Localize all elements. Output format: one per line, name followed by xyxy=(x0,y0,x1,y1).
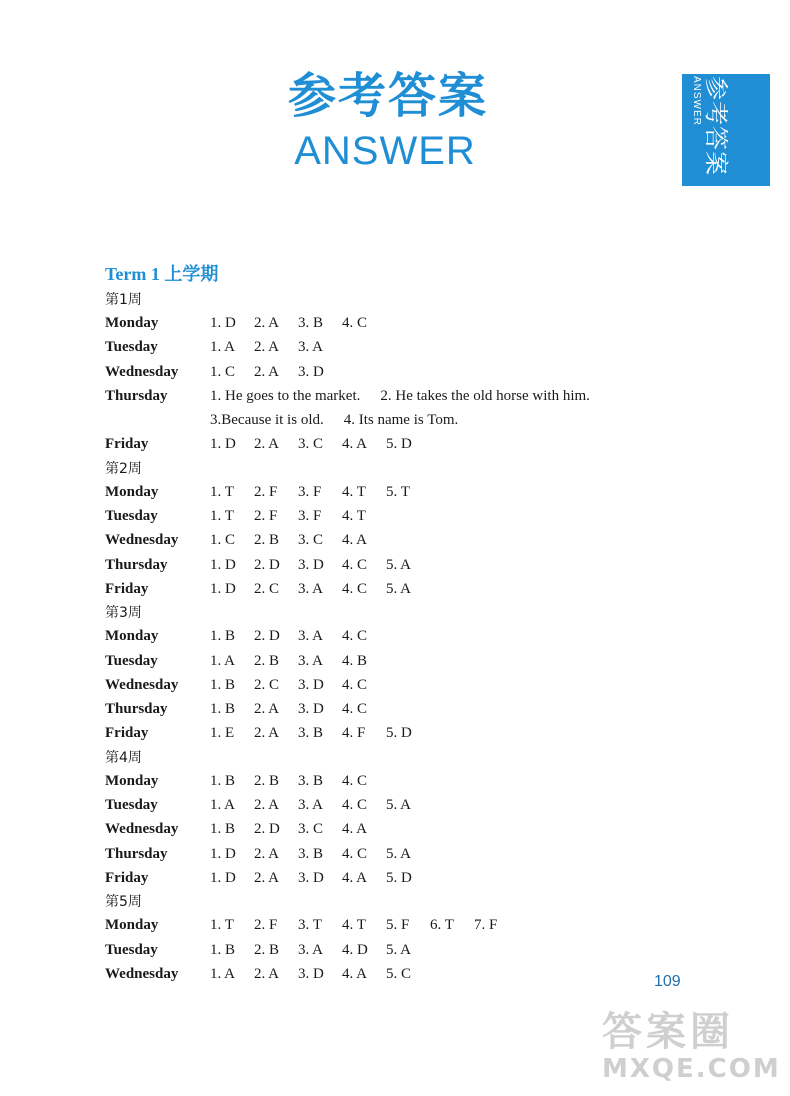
answer-row xyxy=(105,673,725,697)
answer-row xyxy=(105,384,725,408)
answer-item: 5. D xyxy=(386,725,412,742)
day-label: Monday xyxy=(105,772,159,789)
answer-item: 4. B xyxy=(342,652,368,669)
answer-item: 1. A xyxy=(210,965,236,982)
answer-item: 3. D xyxy=(298,965,324,982)
answer-item: 2. A xyxy=(254,725,280,742)
answer-item: 2. F xyxy=(254,483,278,500)
answer-item: 3. A xyxy=(298,652,324,669)
answer-row xyxy=(105,962,725,986)
answer-item: 5. A xyxy=(386,580,412,597)
answer-item: 2. B xyxy=(254,652,280,669)
answer-row xyxy=(105,649,725,673)
answer-item: 7. F xyxy=(474,917,498,934)
answer-item: 4. C xyxy=(342,772,368,789)
day-label: Friday xyxy=(105,869,149,886)
answer-item: 2. B xyxy=(254,532,280,549)
answer-item: 1. D xyxy=(210,315,236,331)
week-heading: 第2周 xyxy=(105,460,142,477)
answer-item: 1. A xyxy=(210,339,236,356)
answer-row xyxy=(105,408,725,432)
answer-item: 5. T xyxy=(386,483,410,500)
answer-item: 3. D xyxy=(298,701,324,718)
answer-item: 2. D xyxy=(254,628,280,645)
answer-row xyxy=(105,504,725,528)
answer-item: 4. A xyxy=(342,869,368,886)
answer-item: 2. F xyxy=(254,917,278,934)
answer-item: 5. A xyxy=(386,797,412,814)
answer-item: 3. C xyxy=(298,821,324,838)
answer-row xyxy=(105,793,725,817)
day-label: Friday xyxy=(105,580,149,597)
day-label: Thursday xyxy=(105,701,168,718)
answer-row xyxy=(105,769,725,793)
answer-item: 1. D xyxy=(210,556,236,573)
answer-item: 3. C xyxy=(298,532,324,549)
answer-row xyxy=(105,938,725,962)
answer-item: 6. T xyxy=(430,917,454,934)
answer-item: 1. B xyxy=(210,941,236,958)
watermark-chinese: 答案圈 xyxy=(602,1009,734,1055)
answer-item: 4. A xyxy=(342,965,368,982)
answer-row xyxy=(105,480,725,504)
answer-item: 1. B xyxy=(210,701,236,718)
answer-item: 4. D xyxy=(342,941,368,958)
day-label: Thursday xyxy=(105,387,168,404)
week-heading: 第5周 xyxy=(105,894,142,911)
answer-item: 3. T xyxy=(298,917,322,934)
answer-item: 2. C xyxy=(254,676,280,693)
answer-item: 2. A xyxy=(254,701,280,718)
answer-item: 1. B xyxy=(210,676,236,693)
answer-item: 4. C xyxy=(342,315,368,331)
answer-item: 3. D xyxy=(298,676,324,693)
page-title-english: ANSWER xyxy=(294,129,476,173)
answer-item: 2. F xyxy=(254,508,278,525)
answer-item: 3. A xyxy=(298,339,324,356)
answer-item: 1. T xyxy=(210,508,234,525)
answer-item: 3. A xyxy=(298,580,324,597)
answer-item: 4. C xyxy=(342,676,368,693)
answer-row xyxy=(105,817,725,841)
day-label: Wednesday xyxy=(105,532,179,549)
day-label: Wednesday xyxy=(105,821,179,838)
day-label: Thursday xyxy=(105,845,168,862)
side-tab-label xyxy=(680,76,730,180)
term-heading: Term 1 上学期 xyxy=(105,264,219,284)
answer-item: 2. A xyxy=(254,845,280,862)
answer-item: 3. D xyxy=(298,869,324,886)
answer-item: 1. E xyxy=(210,725,235,742)
day-label: Monday xyxy=(105,315,159,331)
answer-item: 1. D xyxy=(210,845,236,862)
answer-item: 5. C xyxy=(386,965,412,982)
answer-item: 3. A xyxy=(298,628,324,645)
answer-item: 4. T xyxy=(342,483,366,500)
answer-item: 3. F xyxy=(298,483,322,500)
answer-item: 4. C xyxy=(342,701,368,718)
day-label: Friday xyxy=(105,725,149,742)
answer-row xyxy=(105,311,725,335)
answer-row xyxy=(105,432,725,456)
day-label: Wednesday xyxy=(105,363,179,380)
watermark-english: MXQE.COM xyxy=(602,1054,781,1084)
answer-item: 2. A xyxy=(254,436,280,453)
answer-item: 3. F xyxy=(298,508,322,525)
watermark xyxy=(602,1010,781,1084)
answer-item: 5. D xyxy=(386,869,412,886)
answer-item: 4. A xyxy=(342,821,368,838)
answer-item: 2. A xyxy=(254,965,280,982)
answer-item: 1. C xyxy=(210,532,236,549)
answer-item: 3. B xyxy=(298,845,324,862)
day-label: Tuesday xyxy=(105,941,158,958)
answer-item: 3. D xyxy=(298,556,324,573)
week-heading: 第3周 xyxy=(105,605,142,622)
answer-item: 2. A xyxy=(254,869,280,886)
answer-row xyxy=(105,913,725,937)
page-number: 109 xyxy=(654,973,681,990)
answer-item: 1. B xyxy=(210,772,236,789)
answer-item: 3. B xyxy=(298,315,324,331)
side-tab-english: ANSWER xyxy=(691,76,702,126)
day-label: Monday xyxy=(105,483,159,500)
answer-item: 1. A xyxy=(210,797,236,814)
answer-item: 4. C xyxy=(342,628,368,645)
answer-item: 1. C xyxy=(210,363,236,380)
answer-item: 2. A xyxy=(254,339,280,356)
answer-item: 1. D xyxy=(210,436,236,453)
answer-item: 1. A xyxy=(210,652,236,669)
answer-row xyxy=(105,624,725,648)
side-tab xyxy=(682,74,770,186)
answer-item: 1. D xyxy=(210,869,236,886)
answer-item: 3. A xyxy=(298,797,324,814)
answer-item: 4. C xyxy=(342,556,368,573)
answer-item: 4. Its name is Tom. xyxy=(343,412,459,429)
answer-item: 2. B xyxy=(254,772,280,789)
answer-item: 2. B xyxy=(254,941,280,958)
day-label: Tuesday xyxy=(105,339,158,356)
answer-row xyxy=(105,721,725,745)
answer-item: 1. B xyxy=(210,628,236,645)
answer-item: 4. C xyxy=(342,580,368,597)
answer-item: 1. T xyxy=(210,483,234,500)
answer-item: 3. D xyxy=(298,363,324,380)
day-label: Tuesday xyxy=(105,508,158,525)
answer-item: 3. A xyxy=(298,941,324,958)
answer-item: 4. C xyxy=(342,797,368,814)
week-heading: 第4周 xyxy=(105,749,142,766)
answer-item: 1. T xyxy=(210,917,234,934)
answer-item: 4. T xyxy=(342,508,366,525)
answer-list xyxy=(105,288,725,986)
answer-item: 3. C xyxy=(298,436,324,453)
answer-row xyxy=(105,360,725,384)
answer-item: 4. T xyxy=(342,917,366,934)
answer-item: 5. A xyxy=(386,845,412,862)
answer-row xyxy=(105,528,725,552)
week-heading: 第1周 xyxy=(105,292,142,308)
day-label: Thursday xyxy=(105,556,168,573)
day-label: Monday xyxy=(105,628,159,645)
day-label: Wednesday xyxy=(105,676,179,693)
day-label: Tuesday xyxy=(105,797,158,814)
answer-item: 4. A xyxy=(342,532,368,549)
answer-item: 4. A xyxy=(342,436,368,453)
answer-item: 5. A xyxy=(386,941,412,958)
answer-item: 5. F xyxy=(386,917,410,934)
day-label: Friday xyxy=(105,436,149,453)
day-label: Tuesday xyxy=(105,652,158,669)
answer-item: 4. F xyxy=(342,725,366,742)
answer-item: 2. A xyxy=(254,315,280,331)
answer-item: 2. D xyxy=(254,821,280,838)
answer-item: 3.Because it is old. xyxy=(210,412,324,429)
answer-item: 5. D xyxy=(386,436,412,453)
answer-item: 2. C xyxy=(254,580,280,597)
answer-item: 1. He goes to the market. xyxy=(210,387,361,404)
answer-item: 1. D xyxy=(210,580,236,597)
answer-row xyxy=(105,697,725,721)
answer-row xyxy=(105,577,725,601)
answer-row xyxy=(105,866,725,890)
answer-item: 5. A xyxy=(386,556,412,573)
side-tab-chinese: 参考答案 xyxy=(702,76,730,176)
answer-item: 2. A xyxy=(254,363,280,380)
answer-item: 2. A xyxy=(254,797,280,814)
answer-row xyxy=(105,335,725,359)
answer-row xyxy=(105,842,725,866)
answer-row xyxy=(105,553,725,577)
answer-item: 1. B xyxy=(210,821,236,838)
answer-item: 2. He takes the old horse with him. xyxy=(380,387,590,404)
answer-item: 3. B xyxy=(298,772,324,789)
answer-item: 3. B xyxy=(298,725,324,742)
answer-item: 4. C xyxy=(342,845,368,862)
day-label: Monday xyxy=(105,917,159,934)
page-title-chinese: 参考答案 xyxy=(287,68,488,124)
day-label: Wednesday xyxy=(105,965,179,982)
answer-item: 2. D xyxy=(254,556,280,573)
